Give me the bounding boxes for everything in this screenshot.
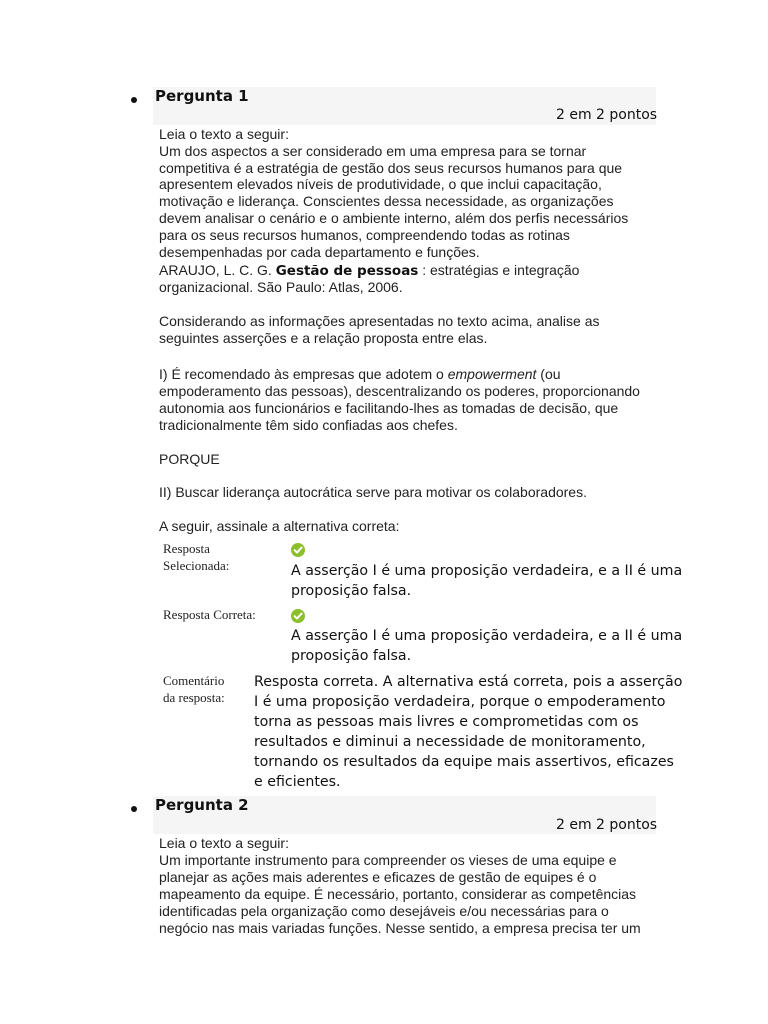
reference-line: organizacional. São Paulo: Atlas, 2006. bbox=[159, 279, 403, 295]
assertion-1-line: autonomia aos funcionários e facilitando-lhes as tomadas de decisão, que bbox=[159, 400, 619, 416]
assertion-1-term: empowerment bbox=[447, 366, 537, 382]
reference-author: ARAUJO, L. C. G. bbox=[159, 262, 276, 278]
question-points: 2 em 2 pontos bbox=[556, 107, 658, 123]
assertion-1-suffix: (ou bbox=[536, 366, 561, 382]
comment-text: Resposta correta. A alternativa está correta, pois a asserção bbox=[254, 674, 683, 690]
question-text-line: para os seus recursos humanos, compreendendo todas as rotinas bbox=[159, 226, 570, 243]
selected-answer-text: A asserção I é uma proposição verdadeira, e a II é uma bbox=[291, 563, 683, 579]
instruction-text: A seguir, assinale a alternativa correta: bbox=[159, 518, 400, 534]
reference-book-title: Gestão de pessoas bbox=[275, 263, 419, 279]
question-points: 2 em 2 pontos bbox=[556, 817, 658, 833]
question-text-line: devem analisar o cenário e o ambiente interno, além dos perfis necessários bbox=[159, 210, 629, 226]
correct-answer-label: Resposta Correta: bbox=[163, 607, 256, 622]
check-icon bbox=[291, 609, 305, 623]
question-text-line: motivação e liderança. Conscientes dessa necessidade, as organizações bbox=[159, 193, 614, 210]
comment-label: da resposta: bbox=[163, 690, 225, 705]
porque-text: PORQUE bbox=[159, 451, 220, 467]
comment-text: tornando os resultados da equipe mais assertivos, eficazes bbox=[254, 754, 674, 770]
question-text-line: Um dos aspectos a ser considerado em uma empresa para se tornar bbox=[159, 142, 587, 159]
question-text-line: identificadas pela organização como desejáveis e/ou necessárias para o bbox=[159, 903, 609, 919]
question-title: Pergunta 2 bbox=[155, 796, 249, 814]
comment-text: I é uma proposição verdadeira, porque o empoderamento bbox=[254, 694, 666, 710]
assertion-1-line: tradicionalmente têm sido confiadas aos chefes. bbox=[159, 417, 458, 433]
bullet-icon bbox=[131, 97, 137, 103]
question-text-line: planejar as ações mais aderentes e eficazes de gestão de equipes é o bbox=[159, 869, 597, 885]
question-text-line: apresentem elevados níveis de produtividade, o que inclui capacitação, bbox=[159, 176, 602, 193]
selected-answer-label: Selecionada: bbox=[163, 558, 230, 573]
selected-answer-text: proposição falsa. bbox=[291, 583, 412, 599]
selected-answer-label: Resposta bbox=[163, 541, 210, 556]
question-text-line: competitiva é a estratégia de gestão dos seus recursos humanos para que bbox=[159, 159, 623, 176]
assertion-1-line: empoderamento das pessoas), descentralizando os poderes, proporcionando bbox=[159, 383, 640, 399]
bullet-icon bbox=[131, 806, 137, 812]
check-icon bbox=[291, 543, 305, 557]
assertion-1-line bbox=[159, 366, 561, 383]
question-text-line: Um importante instrumento para compreender os vieses de uma equipe e bbox=[159, 852, 617, 868]
comment-text: resultados e diminui a necessidade de monitoramento, bbox=[254, 734, 646, 750]
question-text-line: Leia o texto a seguir: bbox=[159, 835, 289, 851]
reference-line bbox=[159, 262, 579, 280]
assertion-1-prefix: I) É recomendado às empresas que adotem o bbox=[159, 366, 448, 382]
question-text-line: negócio nas mais variadas funções. Nesse sentido, a empresa precisa ter um bbox=[159, 920, 641, 936]
correct-answer-text: A asserção I é uma proposição verdadeira, e a II é uma bbox=[291, 628, 683, 644]
question-text-line: Leia o texto a seguir: bbox=[159, 126, 289, 142]
comment-text: torna as pessoas mais livres e comprometidas com os bbox=[254, 714, 639, 730]
comment-text: e eficientes. bbox=[254, 774, 341, 790]
consider-text-line: Considerando as informações apresentadas no texto acima, analise as bbox=[159, 313, 600, 329]
reference-subtitle: : estratégias e integração bbox=[418, 262, 580, 278]
question-title: Pergunta 1 bbox=[155, 87, 249, 105]
correct-answer-text: proposição falsa. bbox=[291, 648, 412, 664]
question-text-line: desempenhadas por cada departamento e funções. bbox=[159, 243, 480, 260]
question-text-line: mapeamento da equipe. É necessário, portanto, considerar as competências bbox=[159, 886, 637, 902]
consider-text-line: seguintes asserções e a relação proposta entre elas. bbox=[159, 330, 488, 346]
assertion-2-text: II) Buscar liderança autocrática serve para motivar os colaboradores. bbox=[159, 484, 587, 500]
comment-label: Comentário bbox=[163, 673, 225, 688]
